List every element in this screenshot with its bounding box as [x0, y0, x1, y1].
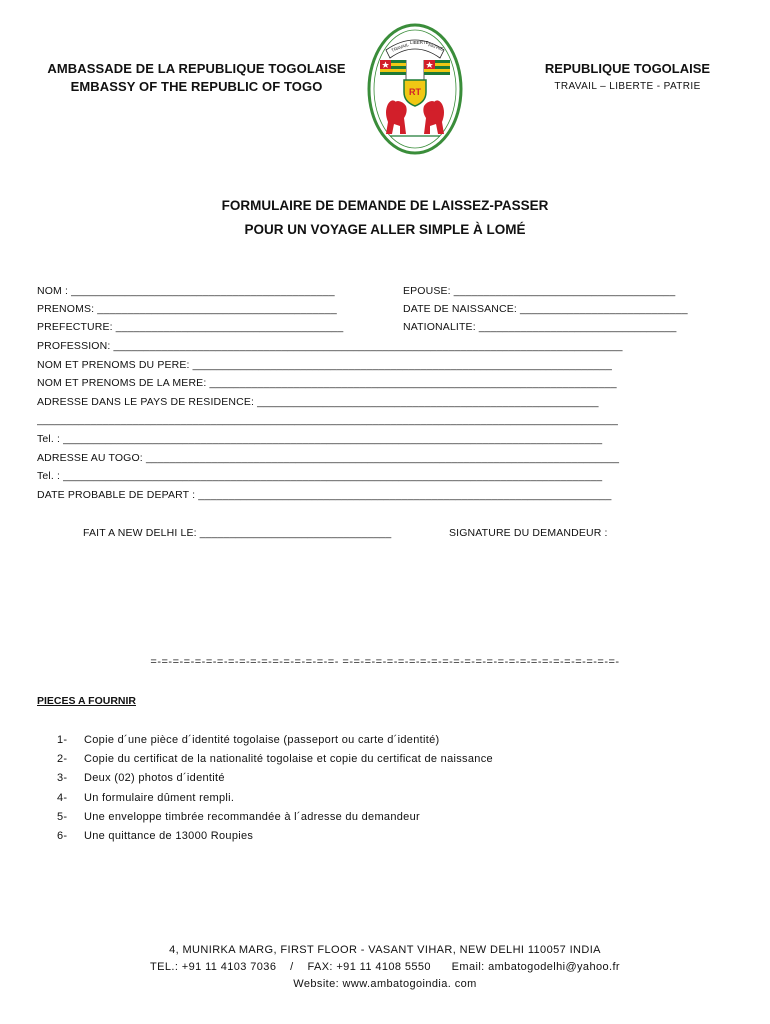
ribbon-word-1: TRAVAIL [390, 42, 410, 53]
signature-label: SIGNATURE DU DEMANDEUR : [449, 527, 608, 539]
ribbon-word-3: PATRIE [427, 42, 445, 52]
embassy-name-fr: AMBASSADE DE LA REPUBLIQUE TOGOLAISE [47, 61, 346, 76]
tel-residence-field[interactable]: Tel. : __________________________________________________________________________________________ [37, 433, 603, 445]
adresse-residence-continued-field[interactable]: _________________________________________________________________________________________________ [37, 414, 618, 426]
nom-field[interactable]: NOM : ____________________________________________ [37, 285, 335, 297]
fait-a-field[interactable]: FAIT A NEW DELHI LE: ________________________________ [83, 527, 392, 539]
footer-contact: TEL.: +91 11 4103 7036 / FAX: +91 11 4108 5550 Email: ambatogodelhi@yahoo.fr [150, 961, 620, 973]
pieces-heading: PIECES A FOURNIR [37, 695, 136, 707]
republic-header [515, 60, 740, 96]
adresse-residence-field[interactable]: ADRESSE DANS LE PAYS DE RESIDENCE: _________________________________________________________ [37, 396, 599, 408]
nom-pere-field[interactable]: NOM ET PRENOMS DU PERE: ______________________________________________________________________ [37, 359, 612, 371]
list-item: 1- Copie d´une pièce d´identité togolaise (passeport ou carte d´identité) [57, 734, 440, 746]
embassy-name-en: EMBASSY OF THE REPUBLIC OF TOGO [70, 79, 323, 94]
prefecture-field[interactable]: PREFECTURE: ______________________________________ [37, 321, 344, 333]
footer-address: 4, MUNIRKA MARG, FIRST FLOOR - VASANT VIHAR, NEW DELHI 110057 INDIA [169, 944, 601, 956]
adresse-togo-field[interactable]: ADRESSE AU TOGO: _______________________________________________________________________________ [37, 452, 620, 464]
nom-mere-field[interactable]: NOM ET PRENOMS DE LA MERE: ____________________________________________________________________ [37, 377, 617, 389]
list-item: 3- Deux (02) photos d´identité [57, 772, 225, 785]
separator-line: =-=-=-=-=-=-=-=-=-=-=-=-=-=-=-=-=- =-=-=-=-=-=-=-=-=-=-=-=-=-=-=-=-=-=-=-=-=-=-=-=-=- [150, 656, 620, 668]
footer-website: Website: www.ambatogoindia. com [293, 978, 477, 990]
form-title: FORMULAIRE DE DEMANDE DE LAISSEZ-PASSER [221, 198, 549, 213]
ribbon-word-2: LIBERTE [410, 40, 429, 45]
tel-togo-field[interactable]: Tel. : __________________________________________________________________________________________ [37, 470, 603, 482]
list-item: 6- Une quittance de 13000 Roupies [57, 830, 254, 843]
embassy-header [34, 60, 359, 96]
embassy-footer [0, 942, 770, 993]
epouse-field[interactable]: EPOUSE: _____________________________________ [403, 285, 676, 297]
date-depart-field[interactable]: DATE PROBABLE DE DEPART : _____________________________________________________________________ [37, 489, 612, 501]
shield-rt-text: RT [409, 87, 421, 97]
pieces-list [57, 731, 493, 846]
list-item: 2- Copie du certificat de la nationalité togolaise et copie du certificat de naissance [57, 753, 493, 766]
republic-motto: TRAVAIL – LIBERTE - PATRIE [554, 81, 701, 92]
date-naissance-field[interactable]: DATE DE NAISSANCE: ____________________________ [403, 303, 688, 315]
coat-of-arms-emblem [366, 22, 464, 157]
list-item: 4- Un formulaire dûment rempli. [57, 791, 235, 804]
prenoms-field[interactable]: PRENOMS: ________________________________________ [37, 303, 337, 315]
republic-name: REPUBLIQUE TOGOLAISE [544, 61, 711, 76]
list-item: 5- Une enveloppe timbrée recommandée à l´adresse du demandeur [57, 810, 420, 823]
form-subtitle: POUR UN VOYAGE ALLER SIMPLE À LOMÉ [244, 222, 526, 237]
nationalite-field[interactable]: NATIONALITE: _________________________________ [403, 321, 677, 333]
profession-field[interactable]: PROFESSION: _____________________________________________________________________________________ [37, 340, 623, 352]
